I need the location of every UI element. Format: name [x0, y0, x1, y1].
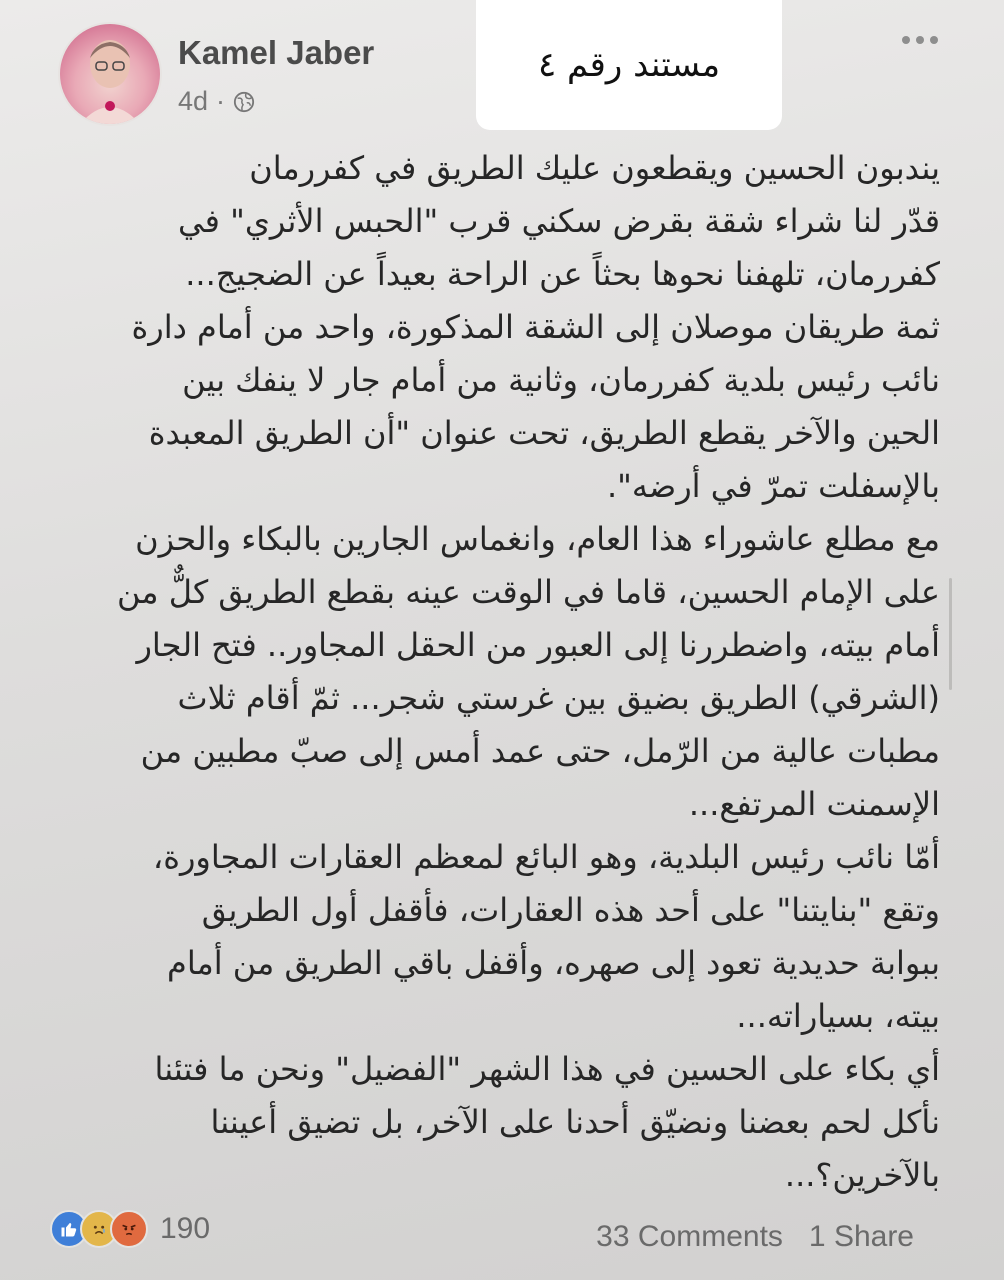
separator: · [216, 86, 226, 116]
engagement-stats [596, 1220, 914, 1254]
post-line: يندبون الحسين ويقطعون عليك الطريق في كفررمان [249, 149, 940, 187]
more-dot [930, 36, 938, 44]
comments-link[interactable]: 33 Comments [596, 1220, 783, 1253]
reactions-summary[interactable] [50, 1210, 210, 1248]
angry-icon [110, 1210, 148, 1248]
profile-photo-icon [60, 24, 160, 124]
reaction-count: 190 [160, 1212, 211, 1245]
post-line: ثمة طريقان موصلان إلى الشقة المذكورة، واحد من أمام دارة [131, 308, 940, 346]
post-line: مطبات عالية من الرّمل، حتى عمد أمس إلى صبّ مطبين من [140, 732, 940, 770]
post-line: مع مطلع عاشوراء هذا العام، وانغماس الجارين بالبكاء والحزن [135, 520, 940, 558]
post-line: وتقع "بنايتنا" على أحد هذه العقارات، فأقفل أول الطريق [201, 891, 940, 929]
more-options-icon[interactable] [902, 36, 938, 44]
avatar[interactable] [58, 22, 162, 126]
post-meta [178, 86, 255, 117]
post-timestamp[interactable]: 4d [178, 86, 209, 116]
post-line: أمّا نائب رئيس البلدية، وهو البائع لمعظم العقارات المجاورة، [152, 838, 940, 876]
more-dot [916, 36, 924, 44]
post-line: ببوابة حديدية تعود إلى صهره، وأقفل باقي الطريق من أمام [167, 944, 940, 982]
post-line: بالآخرين؟... [784, 1156, 940, 1194]
post-line: أي بكاء على الحسين في هذا الشهر "الفضيل" ونحن ما فتئنا [154, 1050, 940, 1088]
post-line: أمام بيته، واضطررنا إلى العبور من الحقل المجاور.. فتح الجار [136, 626, 940, 664]
post-line: على الإمام الحسين، قاما في الوقت عينه بقطع الطريق كلٌّ من [117, 573, 940, 611]
post-line: نائب رئيس بلدية كفررمان، وثانية من أمام جار لا ينفك بين [182, 361, 940, 399]
shares-link[interactable]: 1 Share [808, 1220, 914, 1253]
globe-icon [233, 91, 255, 113]
scrollbar[interactable] [949, 578, 952, 690]
author-name[interactable]: Kamel Jaber [178, 34, 375, 71]
post-line: الحين والآخر يقطع الطريق، تحت عنوان "أن الطريق المعبدة [148, 414, 940, 452]
post-line: الإسمنت المرتفع... [688, 785, 940, 823]
post-line: بالإسفلت تمرّ في أرضه". [606, 467, 940, 505]
more-dot [902, 36, 910, 44]
post-line: قدّر لنا شراء شقة بقرض سكني قرب "الحبس الأثري" في [177, 202, 940, 240]
post-line: نأكل لحم بعضنا ونضيّق أحدنا على الآخر، بل تضيق أعيننا [210, 1103, 940, 1141]
post-line: كفررمان، تلهفنا نحوها بحثاً عن الراحة بعيداً عن الضجيج... [185, 255, 940, 293]
post-line: بيته، بسياراته... [736, 997, 940, 1035]
post-text [40, 142, 940, 1202]
post-line: (الشرقي) الطريق بضيق بين غرستي شجر... ثمّ أقام ثلاث [177, 679, 940, 717]
document-label: مستند رقم ٤ [476, 0, 782, 130]
